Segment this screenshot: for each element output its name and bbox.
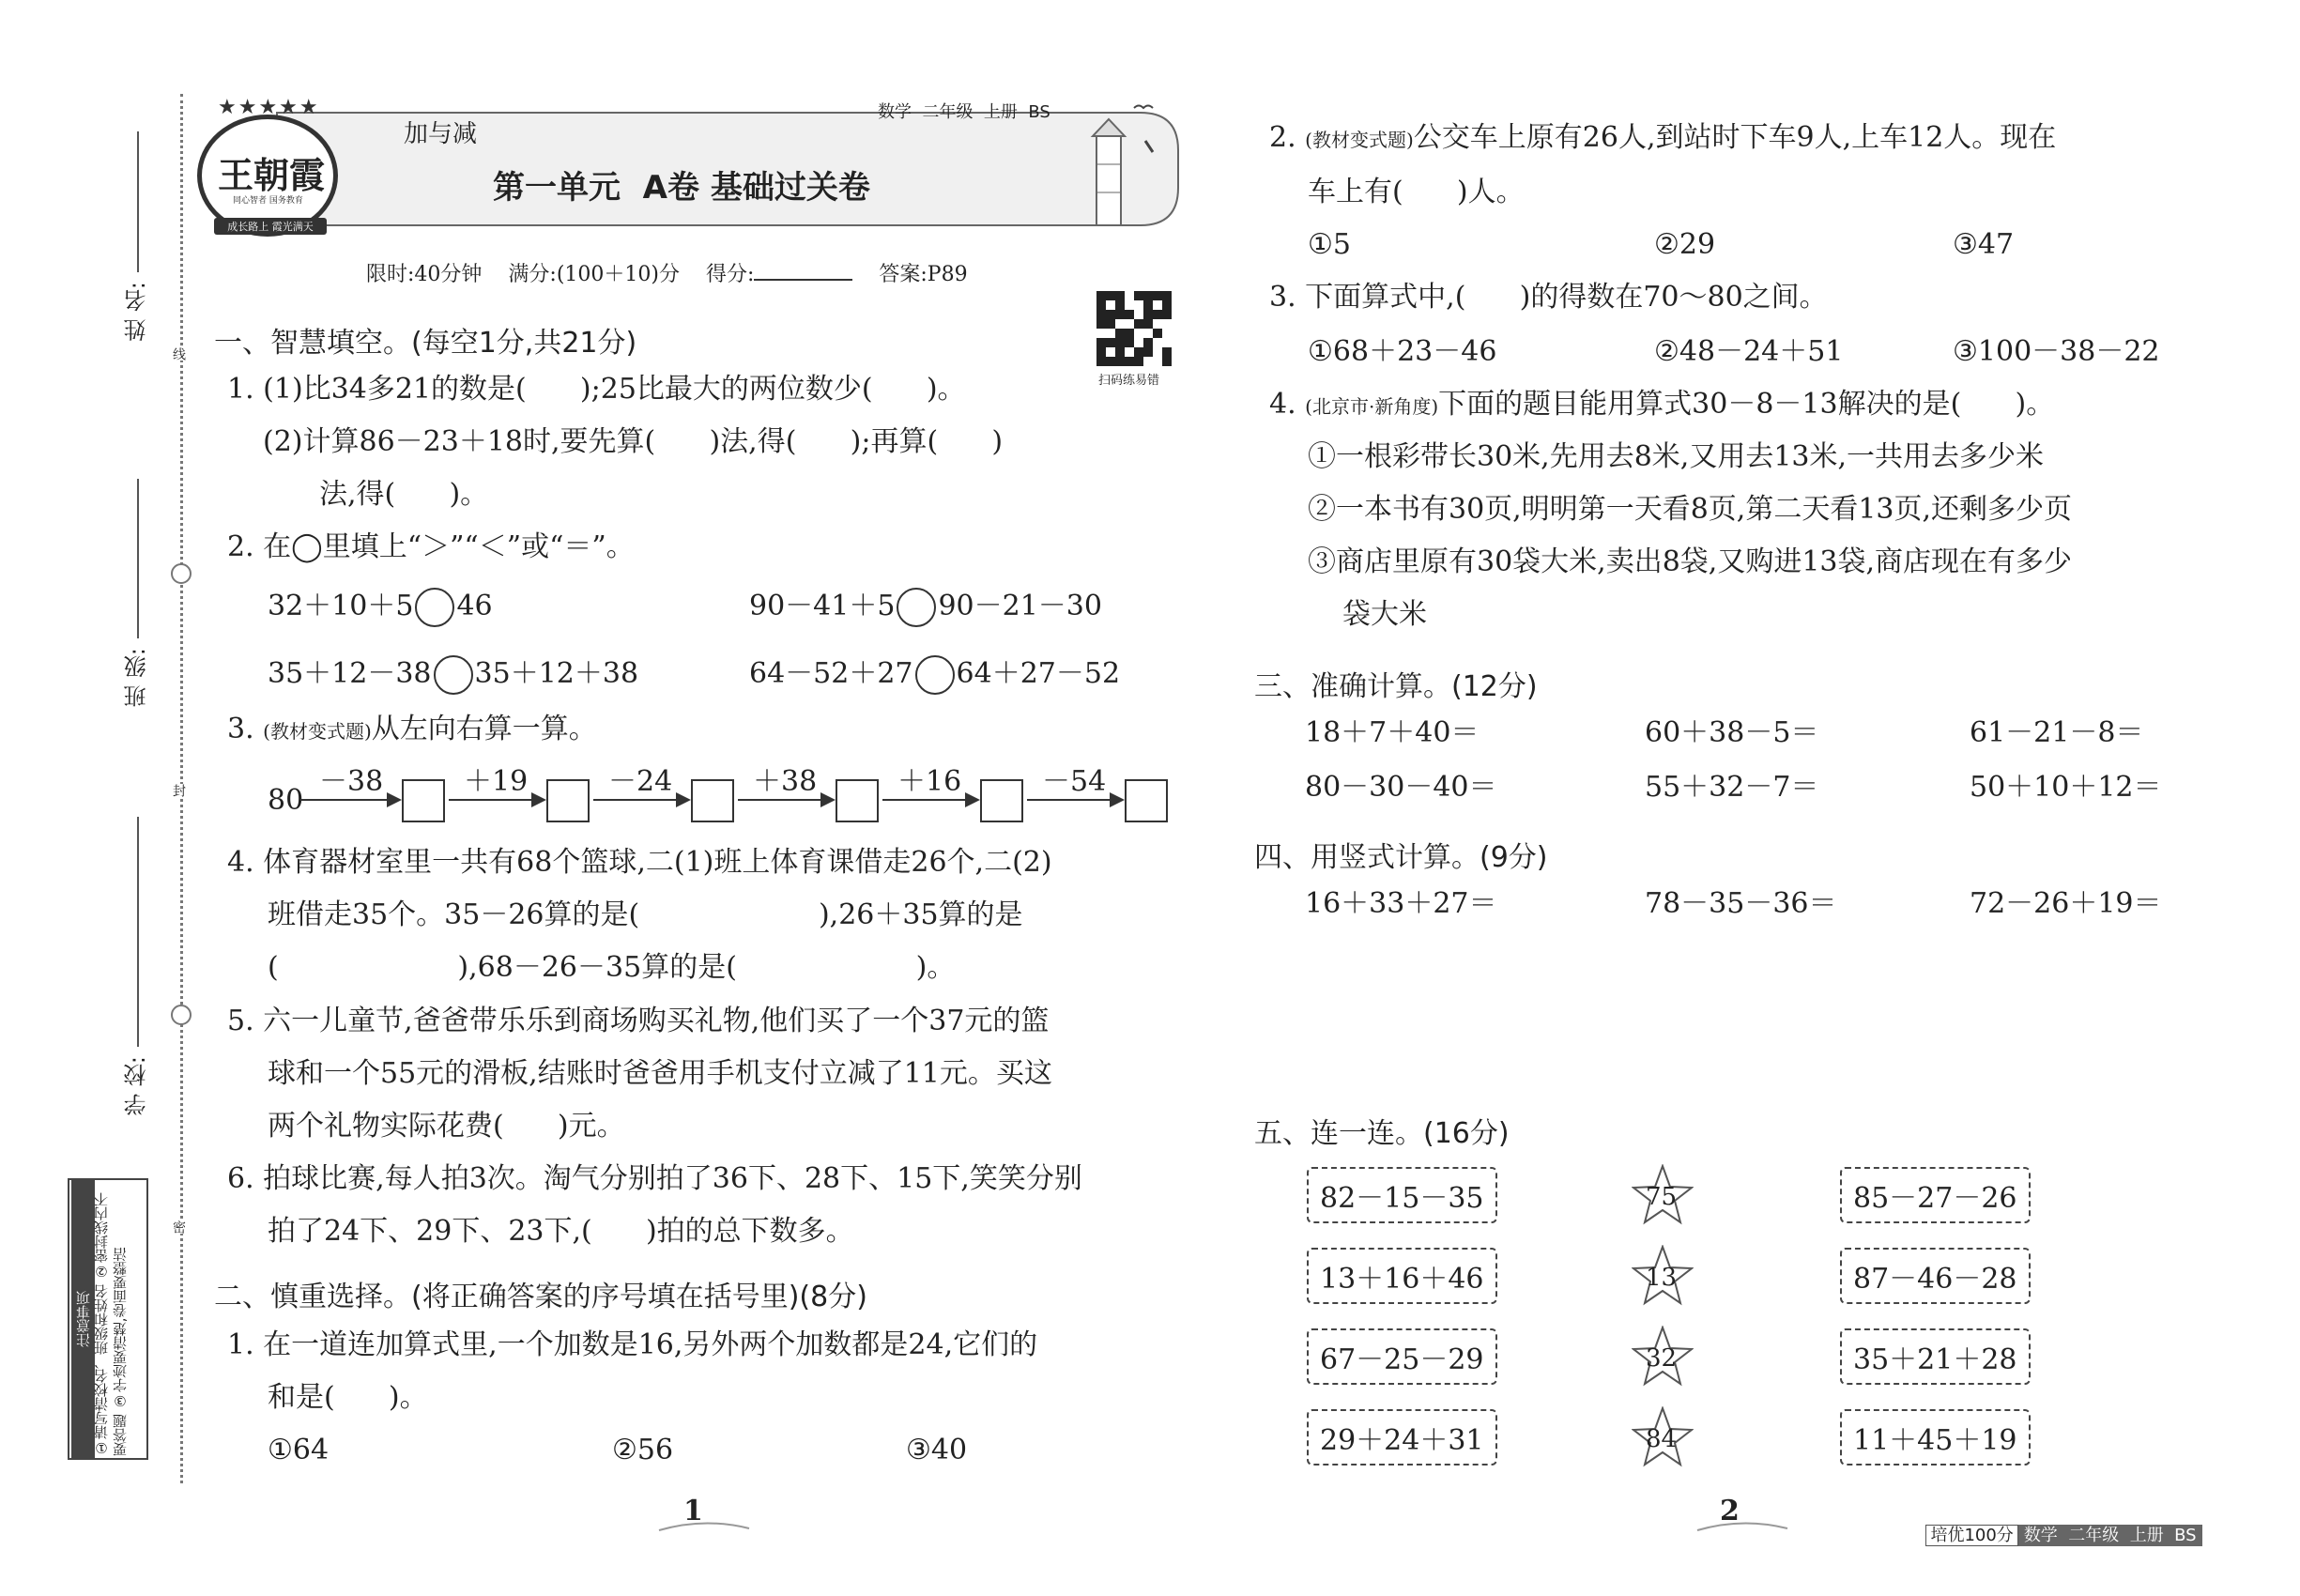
c4-text: 4. (北京市·新角度)下面的题目能用算式30－8－13解决的是( )。 xyxy=(1269,388,2055,421)
q3-start: 80 xyxy=(268,784,304,817)
meta-line xyxy=(366,265,968,285)
q4-line-1: 4. 体育器材室里一共有68个篮球,二(1)班上体育课借走26个,二(2) xyxy=(227,846,1052,879)
c2-tag: (教材变式题) xyxy=(1305,129,1414,151)
logo-name: 王朝霞 xyxy=(218,154,326,196)
meta-time: 限时:40分钟 xyxy=(366,263,483,286)
section-5-title: 五、连一连。(16分) xyxy=(1254,1117,1510,1150)
c2-line-2: 车上有( )人。 xyxy=(1308,176,1525,208)
logo-slogan-1: 成长路上 xyxy=(227,221,269,233)
c2-option-3[interactable]: ③47 xyxy=(1953,228,2015,261)
q4-line-2: 班借走35个。35－26算的是( ),26＋35算的是 xyxy=(268,898,1023,931)
q1-line-1: 1. (1)比34多21的数是( );25比最大的两位数少( )。 xyxy=(227,373,966,406)
c1-line-2: 和是( )。 xyxy=(268,1381,428,1414)
page-swoosh-1 xyxy=(657,1519,751,1534)
match-right-2[interactable]: 87－46－28 xyxy=(1840,1248,2031,1304)
seal-dot-2 xyxy=(171,1005,192,1025)
q1-line-2: (2)计算86－23＋18时,要先算( )法,得( );再算( ) xyxy=(263,425,1004,458)
c2-body: 公交车上原有26人,到站时下车9人,上车12人。现在 xyxy=(1413,121,2057,154)
match-star-2-value: 13 xyxy=(1646,1264,1678,1292)
q2-a-left: 32＋10＋5 xyxy=(268,590,414,622)
class-underline xyxy=(137,479,139,638)
s4-item-3: 72－26＋19＝ xyxy=(1970,887,2162,920)
q2-c-left: 35＋12－38 xyxy=(268,657,432,690)
match-left-2[interactable]: 13＋16＋46 xyxy=(1307,1248,1497,1304)
score-blank[interactable] xyxy=(754,279,852,281)
c1-option-3[interactable]: ③40 xyxy=(906,1434,968,1466)
notice-text: ①请写清校名、班级和姓名 ②密封线内不要答题 ③字迹要清楚,卷面要整洁 xyxy=(93,1192,129,1456)
school-label: 学 校: xyxy=(124,1056,150,1116)
seal-mark-feng: 封 xyxy=(171,784,186,797)
answer-box[interactable] xyxy=(691,779,734,822)
q2-c-right: 35＋12＋38 xyxy=(474,657,639,690)
c1-option-1[interactable]: ①64 xyxy=(268,1434,330,1466)
header-topic: 加与减 xyxy=(404,120,478,148)
c1-option-2[interactable]: ②56 xyxy=(612,1434,674,1466)
s4-item-1: 16＋33＋27＝ xyxy=(1305,887,1497,920)
match-star-1[interactable] xyxy=(1632,1164,1694,1226)
compare-circle[interactable] xyxy=(897,588,936,627)
section-4-title: 四、用竖式计算。(9分) xyxy=(1254,841,1548,874)
logo-slogan-2: 霞光满天 xyxy=(271,221,314,233)
match-star-3[interactable] xyxy=(1632,1326,1694,1388)
notice-title: 注意事项 xyxy=(71,1178,95,1460)
name-underline xyxy=(137,131,139,272)
answer-box[interactable] xyxy=(546,779,590,822)
logo-stars: ★★★★★ xyxy=(218,96,320,119)
s3-item-6: 50＋10＋12＝ xyxy=(1970,771,2162,804)
school-underline xyxy=(137,817,139,1047)
class-label: 班 级: xyxy=(124,648,150,708)
header-series: 数学 二年级 上册 BS xyxy=(878,102,1050,122)
c4-option-b[interactable]: ②一本书有30页,明明第一天看8页,第二天看13页,还剩多少页 xyxy=(1308,493,2073,526)
q2-d-right: 64＋27－52 xyxy=(956,657,1121,690)
header-title: 第一单元 A卷 基础过关卷 xyxy=(493,169,870,207)
q3-op-5: ＋16 xyxy=(897,765,962,798)
q3-op-6: －54 xyxy=(1042,765,1107,798)
q5-line-3: 两个礼物实际花费( )元。 xyxy=(268,1110,625,1143)
q5-line-1: 5. 六一儿童节,爸爸带乐乐到商场购买礼物,他们买了一个37元的篮 xyxy=(227,1005,1050,1037)
footer-brand: 培优100分 xyxy=(1925,1525,2017,1546)
answer-box[interactable] xyxy=(1125,779,1168,822)
answer-box[interactable] xyxy=(402,779,445,822)
s3-item-1: 18＋7＋40＝ xyxy=(1305,716,1480,749)
match-star-3-value: 32 xyxy=(1646,1344,1678,1373)
meta-got: 得分: xyxy=(705,263,755,286)
meta-score: 满分:(100＋10)分 xyxy=(508,263,680,286)
c4-option-c-1[interactable]: ③商店里原有30袋大米,卖出8袋,又购进13袋,商店现在有多少 xyxy=(1308,545,2073,578)
q3-op-3: －24 xyxy=(608,765,673,798)
q3-tag: (教材变式题) xyxy=(263,720,372,743)
name-label: 姓 名: xyxy=(124,282,150,342)
q2-b-left: 90－41＋5 xyxy=(749,590,896,622)
s3-item-5: 55＋32－7＝ xyxy=(1645,771,1819,804)
s3-item-3: 61－21－8＝ xyxy=(1970,716,2144,749)
footer-tag xyxy=(1915,1502,2202,1546)
s3-item-2: 60＋38－5＝ xyxy=(1645,716,1819,749)
logo-tag: 同心智者 国务教育 xyxy=(233,196,303,206)
q1-line-3: 法,得( )。 xyxy=(319,478,489,511)
q2-b-right: 90－21－30 xyxy=(938,590,1102,622)
q2-compare-c xyxy=(268,655,638,695)
q5-line-2: 球和一个55元的滑板,结账时爸爸用手机支付立减了11元。买这 xyxy=(268,1057,1052,1090)
match-left-4[interactable]: 29＋24＋31 xyxy=(1307,1409,1497,1466)
q3-op-1: －38 xyxy=(319,765,384,798)
c4-option-a[interactable]: ①一根彩带长30米,先用去8米,又用去13米,一共用去多少米 xyxy=(1308,440,2045,473)
lighthouse-icon xyxy=(1078,99,1162,230)
c3-option-1[interactable]: ①68＋23－46 xyxy=(1308,335,1497,368)
q4-line-3: ( ),68－26－35算的是( )。 xyxy=(268,951,956,984)
c3-option-3[interactable]: ③100－38－22 xyxy=(1953,335,2160,368)
page-number-2: 2 xyxy=(1720,1495,1740,1527)
match-left-3[interactable]: 67－25－29 xyxy=(1307,1328,1497,1385)
notice-box xyxy=(68,1178,148,1460)
q2-compare-d xyxy=(749,655,1120,695)
q6-line-1: 6. 拍球比赛,每人拍3次。淘气分别拍了36下、28下、15下,笑笑分别 xyxy=(227,1162,1082,1195)
q3-op-2: ＋19 xyxy=(464,765,529,798)
answer-box[interactable] xyxy=(836,779,879,822)
page-swoosh-2 xyxy=(1695,1519,1789,1534)
match-star-2[interactable] xyxy=(1632,1245,1694,1307)
compare-circle[interactable] xyxy=(915,655,955,695)
c2-option-2[interactable]: ②29 xyxy=(1654,228,1716,261)
s4-item-2: 78－35－36＝ xyxy=(1645,887,1837,920)
c2-line-1: 2. (教材变式题)公交车上原有26人,到站时下车9人,上车12人。现在 xyxy=(1269,121,2057,154)
section-1-title: 一、智慧填空。(每空1分,共21分) xyxy=(214,327,637,360)
q3-op-4: ＋38 xyxy=(753,765,818,798)
q2-compare-b xyxy=(749,588,1102,627)
seal-dot-1 xyxy=(171,563,192,584)
c4-tag: (北京市·新角度) xyxy=(1305,395,1439,418)
seal-mark-mi: 密 xyxy=(171,1220,186,1234)
match-right-3[interactable]: 35＋21＋28 xyxy=(1840,1328,2031,1385)
match-star-4-value: 84 xyxy=(1646,1425,1678,1453)
q6-line-2: 拍了24下、29下、23下,( )拍的总下数多。 xyxy=(268,1215,854,1248)
q2-d-left: 64－52＋27 xyxy=(749,657,913,690)
match-right-1[interactable]: 85－27－26 xyxy=(1840,1167,2031,1223)
footer-info: 数学 二年级 上册 BS xyxy=(2018,1525,2202,1546)
page-number-1: 1 xyxy=(683,1495,703,1527)
answer-box[interactable] xyxy=(980,779,1023,822)
s3-item-4: 80－30－40＝ xyxy=(1305,771,1497,804)
qr-code-icon[interactable] xyxy=(1096,291,1172,366)
match-star-1-value: 75 xyxy=(1646,1183,1678,1211)
logo-slogan xyxy=(214,218,327,235)
q3-body: 从左向右算一算。 xyxy=(371,713,597,745)
q2-a-right: 46 xyxy=(456,590,493,622)
c4-option-c-2: 袋大米 xyxy=(1342,598,1427,631)
compare-circle[interactable] xyxy=(415,588,454,627)
c4-body: 下面的题目能用算式30－8－13解决的是( )。 xyxy=(1438,388,2055,421)
c2-option-1[interactable]: ①5 xyxy=(1308,228,1351,261)
seal-mark-xian: 线 xyxy=(171,347,186,361)
qr-caption: 扫码练易错 xyxy=(1098,374,1160,388)
c1-line-1: 1. 在一道连加算式里,一个加数是16,另外两个加数都是24,它们的 xyxy=(227,1328,1038,1361)
c3-option-2[interactable]: ②48－24＋51 xyxy=(1654,335,1844,368)
match-right-4[interactable]: 11＋45＋19 xyxy=(1840,1409,2031,1466)
section-3-title: 三、准确计算。(12分) xyxy=(1254,670,1538,703)
compare-circle[interactable] xyxy=(434,655,473,695)
match-left-1[interactable]: 82－15－35 xyxy=(1307,1167,1497,1223)
meta-answer: 答案:P89 xyxy=(879,263,968,286)
q3-text: 3. (教材变式题)从左向右算一算。 xyxy=(227,713,597,745)
q2-text: 2. 在◯里填上“＞”“＜”或“＝”。 xyxy=(227,530,635,563)
match-star-4[interactable] xyxy=(1632,1406,1694,1468)
logo xyxy=(197,96,338,242)
q2-compare-a xyxy=(268,588,493,627)
c3-text: 3. 下面算式中,( )的得数在70～80之间。 xyxy=(1269,281,1828,314)
section-2-title: 二、慎重选择。(将正确答案的序号填在括号里)(8分) xyxy=(214,1281,867,1313)
